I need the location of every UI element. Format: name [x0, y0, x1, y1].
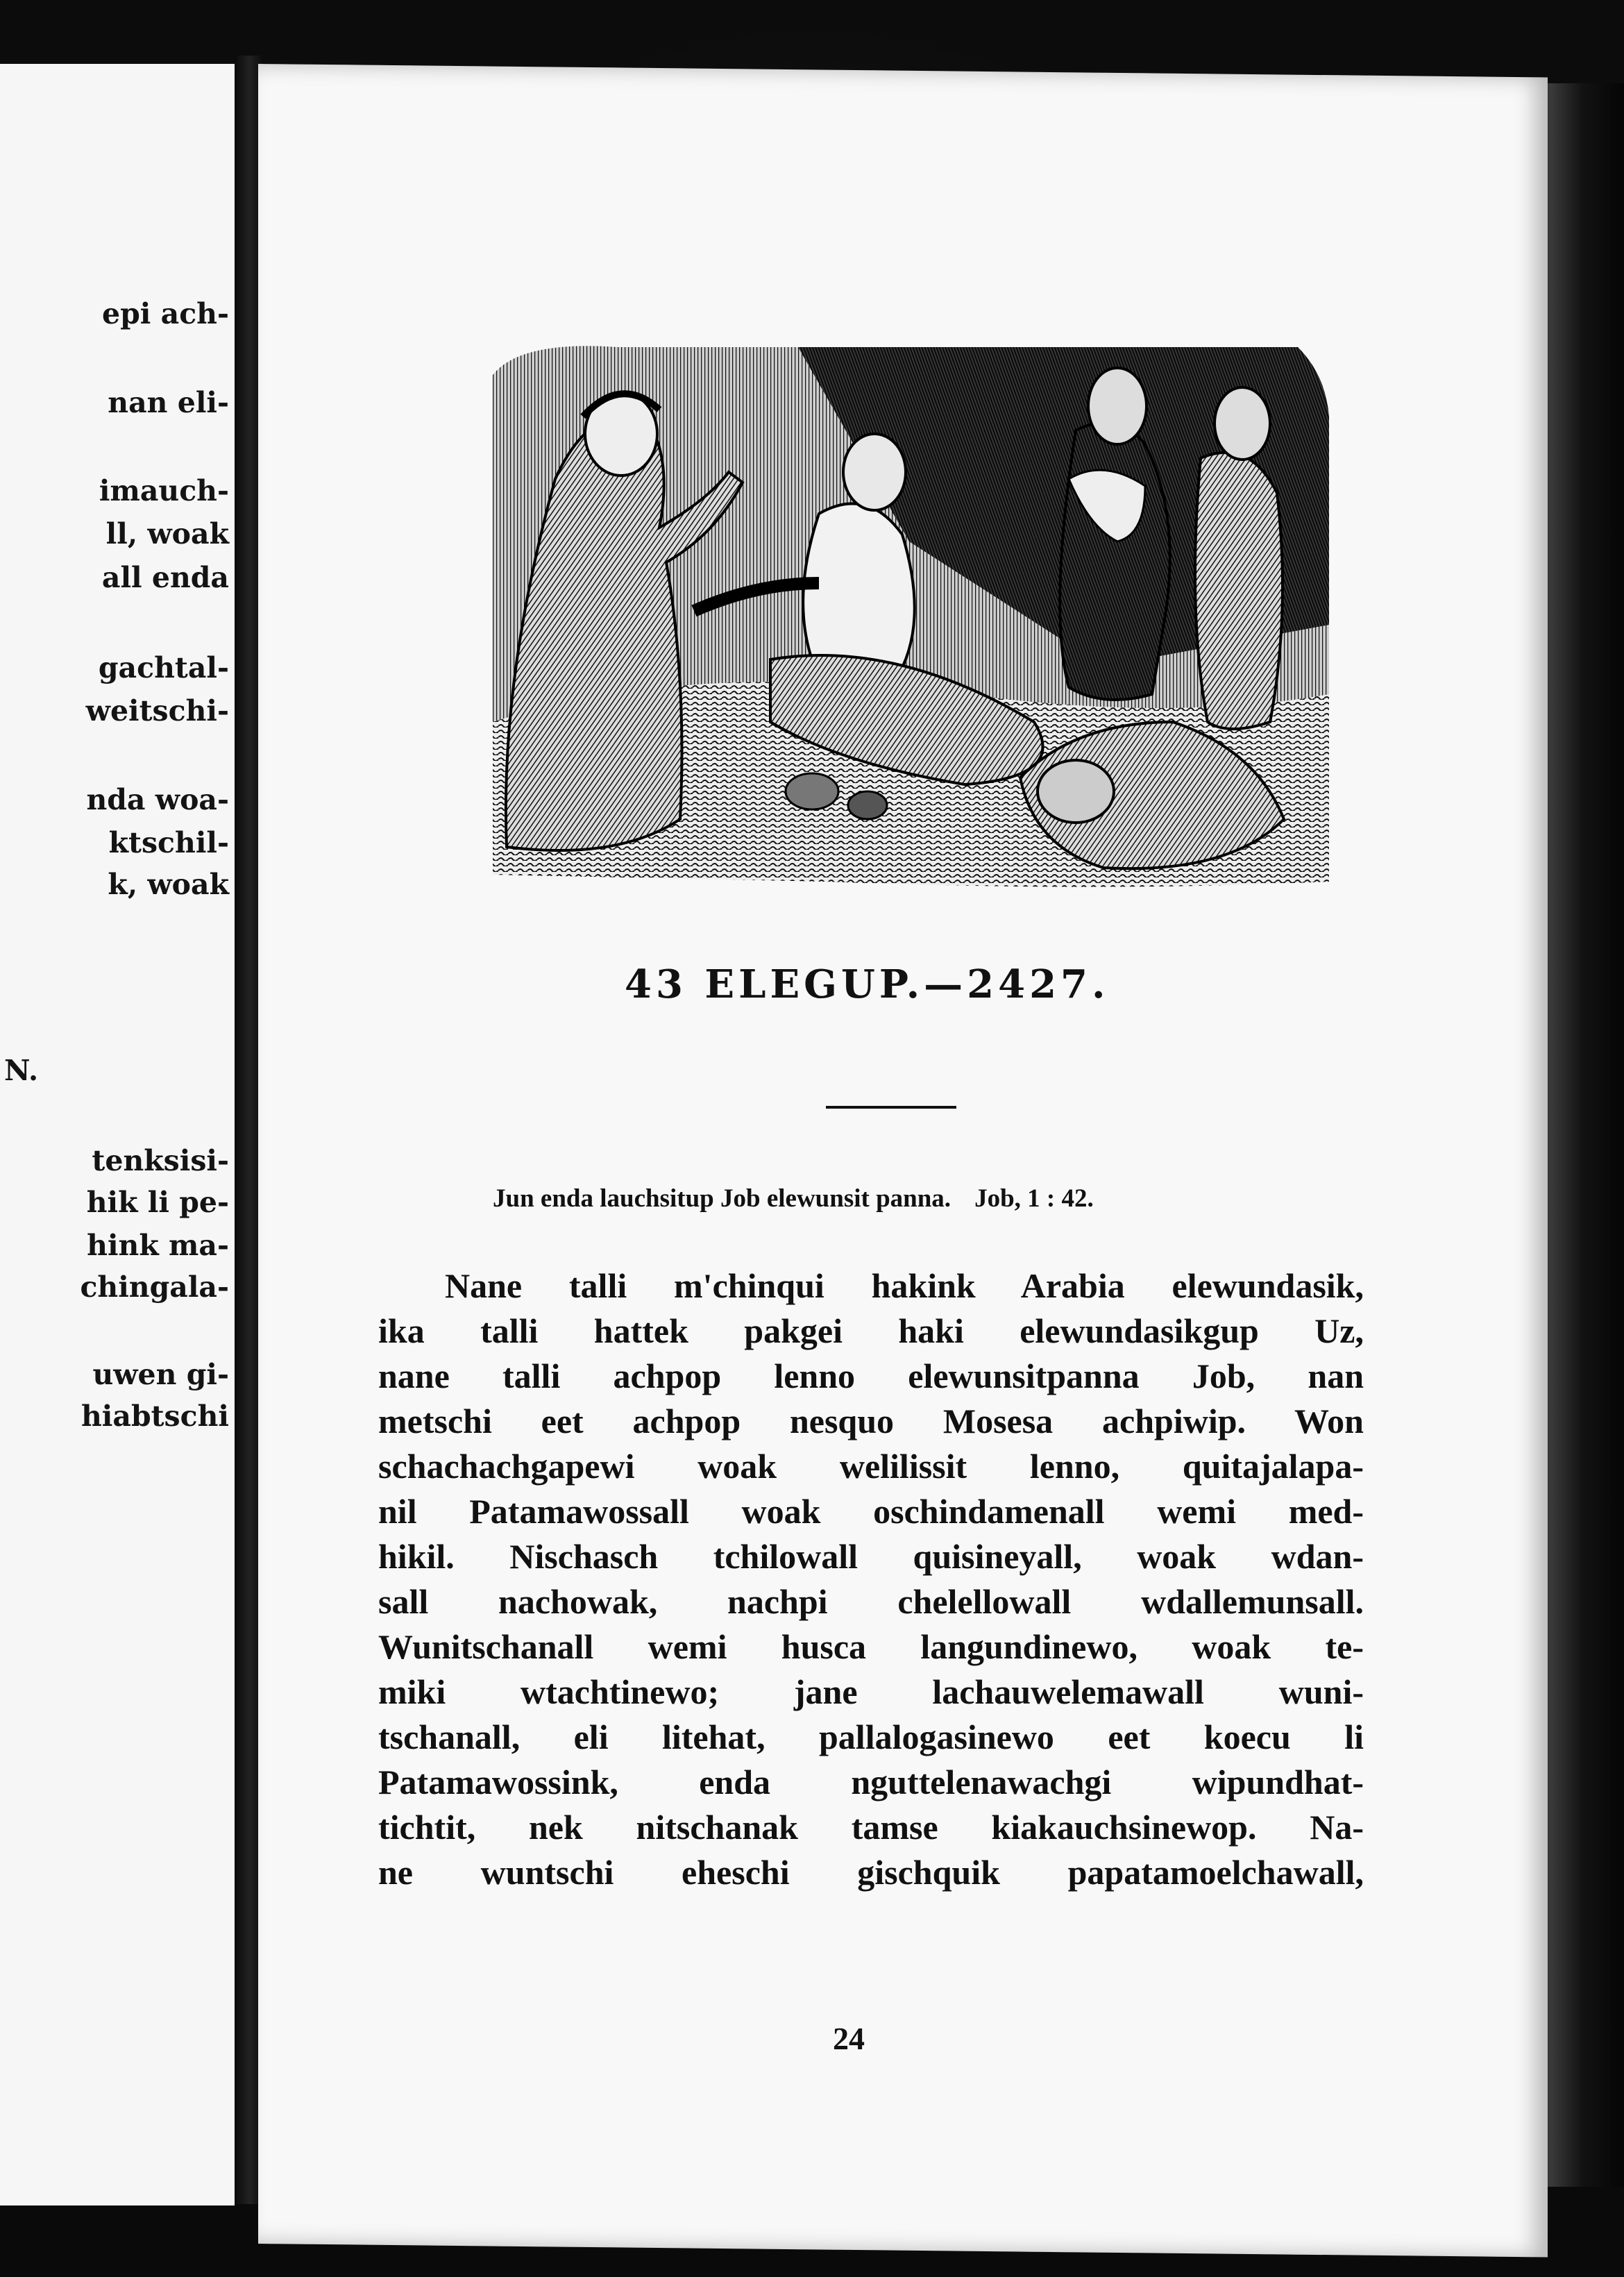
left-page-line: hiabtschi: [81, 1400, 229, 1433]
left-page-line: ktschil-: [108, 826, 229, 859]
body-line: ne wuntschi eheschi gischquik papatamoelchawall,: [378, 1853, 1364, 1892]
body-line: ika talli hattek pakgei haki elewundasikgup Uz,: [378, 1311, 1364, 1350]
left-page-line: k, woak: [108, 868, 229, 901]
epigraph-text: Jun enda lauchsitup Job elewunsit panna.: [493, 1184, 951, 1213]
woodcut-engraving-icon: [479, 333, 1339, 892]
body-line: Nane talli m'chinqui hakink Arabia elewundasik,: [445, 1266, 1364, 1305]
left-page-line: nan eli-: [108, 386, 229, 419]
body-line: hikil. Nischasch tchilowall quisineyall, woak wdan-: [378, 1537, 1364, 1576]
left-page-line: imauch-: [99, 474, 229, 507]
body-line: nil Patamawossall woak oschindamenall wemi med-: [378, 1492, 1364, 1531]
left-page-line: chingala-: [80, 1270, 229, 1304]
body-line: Patamawossink, enda nguttelenawachgi wipundhat-: [378, 1763, 1364, 1801]
left-page-line: hik li pe-: [86, 1186, 229, 1219]
left-page-line: all enda: [101, 561, 229, 594]
body-line: tichtit, nek nitschanak tamse kiakauchsinewop. Na-: [378, 1808, 1364, 1847]
epigraph-reference: Job, 1 : 42.: [974, 1184, 1094, 1213]
body-line: metschi eet achpop nesquo Mosesa achpiwip. Won: [378, 1402, 1364, 1440]
body-line: tschanall, eli litehat, pallalogasinewo eet koecu li: [378, 1717, 1364, 1756]
page-number: 24: [833, 2021, 865, 2056]
body-line: Wunitschanall wemi husca langundinewo, woak te-: [378, 1627, 1364, 1666]
left-page: [0, 64, 235, 2205]
chapter-heading: 43 ELEGUP.—2427.: [625, 961, 1110, 1007]
body-text: [378, 1263, 1364, 1895]
left-page-line: hink ma-: [87, 1229, 229, 1262]
left-page-line: N.: [4, 1054, 39, 1087]
epigraph: [493, 1184, 1291, 1213]
left-page-line: gachtal-: [98, 651, 229, 684]
left-page-line: weitschi-: [85, 694, 229, 728]
left-page-line: tenksisi-: [92, 1144, 229, 1177]
left-page-line: epi ach-: [102, 297, 229, 330]
body-line: miki wtachtinewo; jane lachauwelemawall wuni-: [378, 1672, 1364, 1711]
body-line: schachachgapewi woak welilissit lenno, quitajalapa-: [378, 1447, 1364, 1486]
left-page-line: ll, woak: [105, 517, 229, 551]
left-page-line: nda woa-: [86, 783, 229, 816]
body-line: sall nachowak, nachpi chelellowall wdallemunsall.: [378, 1582, 1364, 1621]
body-line: nane talli achpop lenno elewunsitpanna Job, nan: [378, 1356, 1364, 1395]
left-page-line: uwen gi-: [92, 1358, 229, 1391]
heading-divider: [826, 1106, 956, 1109]
